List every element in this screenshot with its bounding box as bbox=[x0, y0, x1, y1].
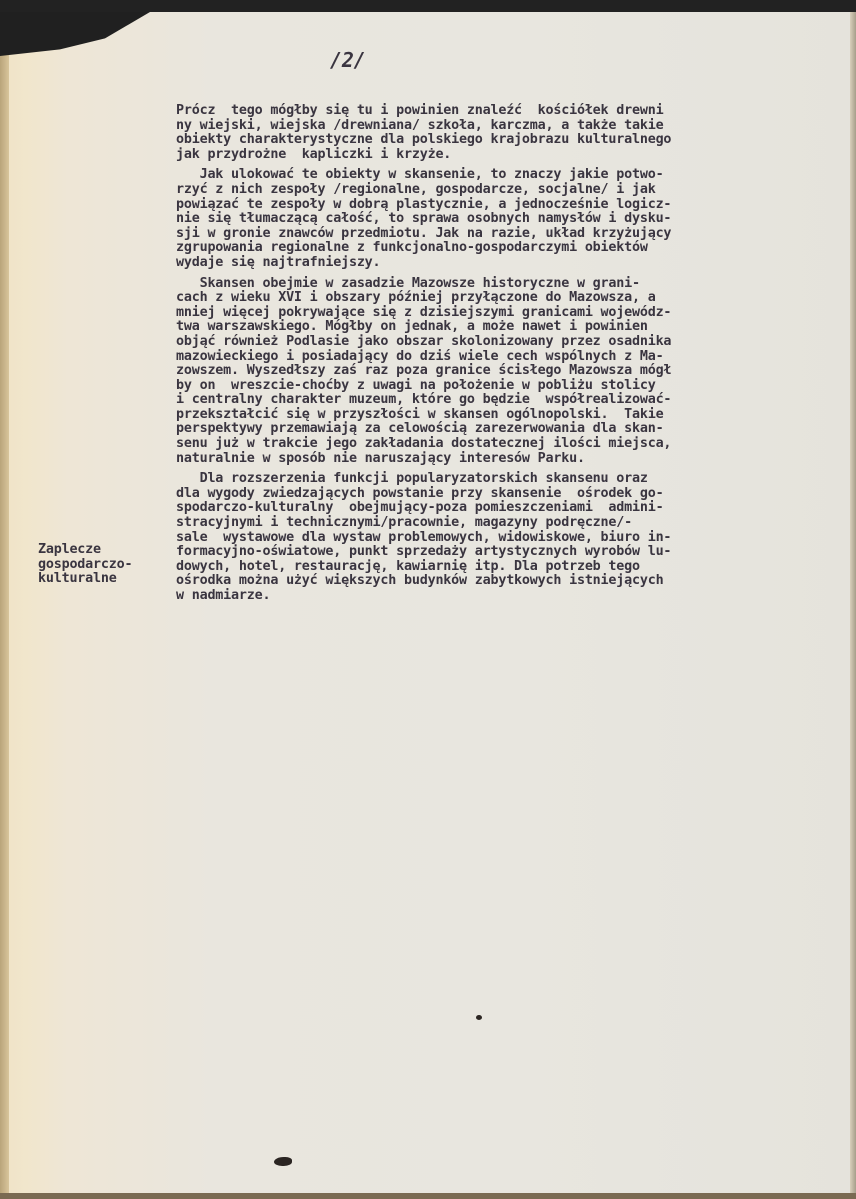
page-number: /2/ bbox=[330, 48, 366, 72]
paragraph-1: Prócz tego mógłby się tu i powinien znaleźć kościółek drewni ny wiejski, wiejska /drewniana/ szkoła, karczma, a także takie obiekty charakterystyczne dla polskiego krajobrazu kulturalnego jak przydrożne kapliczki i krzyże. bbox=[176, 103, 672, 162]
document-page bbox=[0, 12, 856, 1199]
paragraph-2: Jak ulokować te obiekty w skansenie, to znaczy jakie potwo- rzyć z nich zespoły /regionalne, gospodarcze, socjalne/ i jak powiązać te zespoły w dobrą plastycznie, a jednocześnie logicz- nie się tłumaczącą całość, to sprawa osobnych namysłów i dysku- sji w gronie znawców przedmiotu. Jak na razie, układ krzyżujący zgrupowania regionalne z funkcjonalno-gospodarczymi obiektów wydaje się najtrafniejszy. bbox=[176, 167, 672, 270]
torn-corner bbox=[0, 12, 150, 56]
body-text bbox=[176, 104, 838, 610]
paragraph-3: Skansen obejmie w zasadzie Mazowsze historyczne w grani- cach z wieku XVI i obszary później przyłączone do Mazowsza, a mniej więcej pokrywające się z dzisiejszymi granicami wojewódz- twa warszawskiego. Mógłby on jednak, a może nawet i powinien objąć również Podlasie jako obszar skolonizowany przez osadnika mazowieckiego i posiadający do dziś wiele cech wspólnych z Ma- zowszem. Wyszedłszy zaś raz poza granice ścisłego Mazowsza mógł by on wreszcie-choćby z uwagi na położenie w pobliżu stolicy i centralny charakter muzeum, które go będzie współrealizować- przekształcić się w przyszłości w skansen ogólnopolski. Takie perspektywy przemawiają za celowością zarezerwowania dla skan- senu już w trakcie jego zakładania dostatecznej ilości miejsca, naturalnie w sposób nie naruszający interesów Parku. bbox=[176, 275, 672, 466]
paragraph-4: Dla rozszerzenia funkcji popularyzatorskich skansenu oraz dla wygody zwiedzających powstanie przy skansenie ośrodek go- spodarczo-kulturalny obejmujący-poza pomieszczeniami admini- stracyjnymi i technicznymi/pracownie, magazyny podręczne/- sale wystawowe dla wystaw problemowych, widowiskowe, biuro in- formacyjno-oświatowe, punkt sprzedaży artystycznych wyrobów lu- dowych, hotel, restaurację, kawiarnię itp. Dla potrzeb tego ośrodka można użyć większych budynków zabytkowych istniejących w nadmiarze. bbox=[176, 471, 672, 603]
ink-blot bbox=[274, 1157, 292, 1166]
paper-bottom-edge bbox=[0, 1193, 856, 1199]
ink-speck bbox=[476, 1015, 482, 1020]
paper-left-edge bbox=[0, 12, 9, 1199]
margin-note: Zaplecze gospodarczo- kulturalne bbox=[38, 542, 133, 587]
paper-right-edge bbox=[850, 12, 856, 1199]
